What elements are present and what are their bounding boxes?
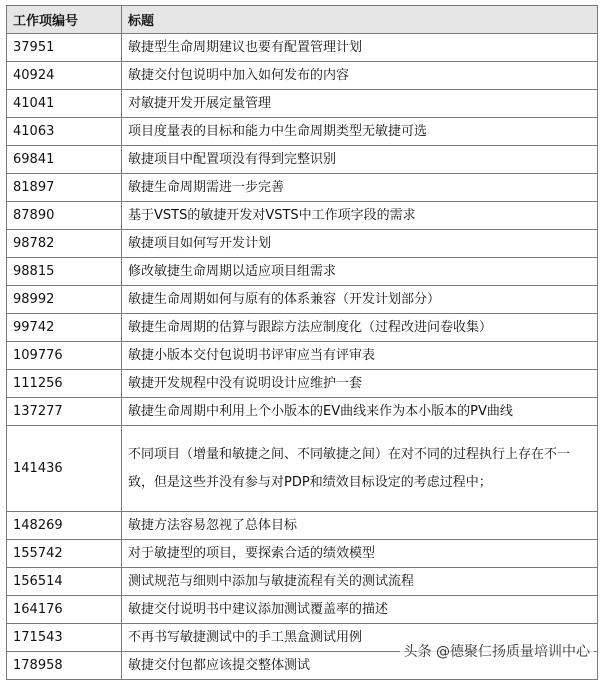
work-item-id: 98782	[7, 230, 122, 258]
table-row	[7, 90, 598, 118]
work-item-title: 基于VSTS的敏捷开发对VSTS中工作项字段的需求	[122, 202, 598, 230]
work-item-title: 不再书写敏捷测试中的手工黑盒测试用例	[122, 624, 598, 652]
table-row	[7, 426, 598, 512]
work-item-title: 敏捷项目如何写开发计划	[122, 230, 598, 258]
work-item-title: 敏捷方法容易忽视了总体目标	[122, 512, 598, 540]
work-item-title: 敏捷交付包都应该提交整体测试	[122, 652, 598, 680]
work-item-id: 99742	[7, 314, 122, 342]
table-header-row	[7, 6, 598, 34]
work-items-table	[6, 5, 598, 680]
work-item-title: 项目度量表的目标和能力中生命周期类型无敏捷可选	[122, 118, 598, 146]
work-item-title: 不同项目（增量和敏捷之间、不同敏捷之间）在对不同的过程执行上存在不一致，但是这些并没有参与对PDP和绩效目标设定的考虑过程中；	[122, 426, 598, 512]
work-item-title: 敏捷生命周期中利用上个小版本的EV曲线来作为本小版本的PV曲线	[122, 398, 598, 426]
work-item-id: 109776	[7, 342, 122, 370]
work-item-id: 171543	[7, 624, 122, 652]
work-item-title: 修改敏捷生命周期以适应项目组需求	[122, 258, 598, 286]
work-item-id: 69841	[7, 146, 122, 174]
header-work-item-id: 工作项编号	[7, 6, 122, 34]
work-item-id: 156514	[7, 568, 122, 596]
work-item-id: 98992	[7, 286, 122, 314]
work-item-id: 111256	[7, 370, 122, 398]
work-item-title: 敏捷小版本交付包说明书评审应当有评审表	[122, 342, 598, 370]
work-item-title: 敏捷项目中配置项没有得到完整识别	[122, 146, 598, 174]
table-row	[7, 342, 598, 370]
table-row	[7, 568, 598, 596]
work-item-id: 81897	[7, 174, 122, 202]
work-item-title: 敏捷型生命周期建议也要有配置管理计划	[122, 34, 598, 62]
work-item-id: 148269	[7, 512, 122, 540]
table-row	[7, 202, 598, 230]
work-item-id: 137277	[7, 398, 122, 426]
work-item-id: 41041	[7, 90, 122, 118]
table-row	[7, 146, 598, 174]
work-item-title: 敏捷交付说明书中建议添加测试覆盖率的描述	[122, 596, 598, 624]
table-row	[7, 314, 598, 342]
work-item-title: 敏捷交付包说明中加入如何发布的内容	[122, 62, 598, 90]
table-row	[7, 34, 598, 62]
work-item-id: 40924	[7, 62, 122, 90]
work-item-id: 98815	[7, 258, 122, 286]
work-item-title: 对敏捷开发开展定量管理	[122, 90, 598, 118]
table-row	[7, 230, 598, 258]
table-row	[7, 62, 598, 90]
work-item-title: 测试规范与细则中添加与敏捷流程有关的测试流程	[122, 568, 598, 596]
table-row	[7, 512, 598, 540]
table-row	[7, 286, 598, 314]
work-item-id: 164176	[7, 596, 122, 624]
work-item-title: 敏捷生命周期需进一步完善	[122, 174, 598, 202]
table-row	[7, 174, 598, 202]
work-item-id: 155742	[7, 540, 122, 568]
table-row	[7, 258, 598, 286]
table-row	[7, 398, 598, 426]
table-row	[7, 370, 598, 398]
header-title: 标题	[122, 6, 598, 34]
watermark: 头条 @德聚仁扬质量培训中心	[400, 639, 594, 663]
work-item-title: 敏捷生命周期的估算与跟踪方法应制度化（过程改进问卷收集）	[122, 314, 598, 342]
work-item-title: 敏捷生命周期如何与原有的体系兼容（开发计划部分）	[122, 286, 598, 314]
work-item-id: 41063	[7, 118, 122, 146]
work-item-id: 141436	[7, 426, 122, 512]
work-item-id: 87890	[7, 202, 122, 230]
work-item-title: 对于敏捷型的项目，要探索合适的绩效模型	[122, 540, 598, 568]
table-row	[7, 118, 598, 146]
table-row	[7, 540, 598, 568]
work-item-id: 178958	[7, 652, 122, 680]
work-item-title: 敏捷开发规程中没有说明设计应维护一套	[122, 370, 598, 398]
work-item-id: 37951	[7, 34, 122, 62]
table-row	[7, 596, 598, 624]
